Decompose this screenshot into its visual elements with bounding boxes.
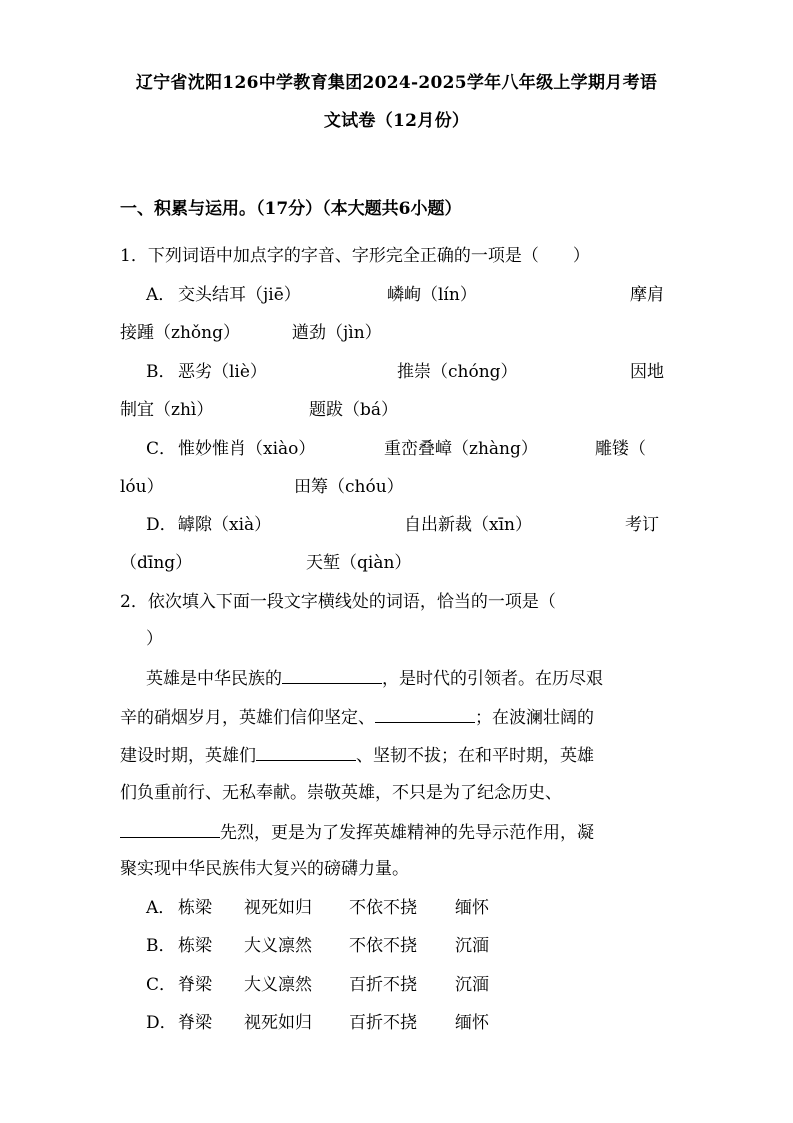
q1-option-a-word-2: 嶙峋（lín）	[387, 285, 477, 305]
passage-text: ；在波澜壮阔的	[475, 708, 594, 728]
q1-option-d-word-3b: （dīng）	[120, 553, 193, 573]
q1-option-d-word-2: 自出新裁（xīn）	[404, 515, 532, 535]
q1-option-b-word-3b: 制宜（zhì）	[120, 400, 214, 420]
q1-option-a-word-1: 交头结耳（jiē）	[178, 285, 301, 305]
passage-text: 、坚韧不拔；在和平时期，英雄	[356, 746, 594, 766]
q2-passage-line-1	[146, 667, 603, 689]
fill-blank-4	[120, 821, 220, 838]
q1-option-c-word-1: 惟妙惟肖（xiào）	[178, 439, 316, 459]
q2-passage-line-5	[120, 821, 594, 843]
exam-title-line-1: 辽宁省沈阳126中学教育集团2024-2025学年八年级上学期月考语	[135, 73, 658, 93]
q2-option-a-word-2: 视死如归	[244, 898, 312, 918]
fill-blank-3	[256, 744, 356, 761]
passage-text: 先烈，更是为了发挥英雄精神的先导示范作用，凝	[220, 823, 594, 843]
passage-text: 建设时期，英雄们	[120, 746, 256, 766]
q2-option-b-word-4: 沉湎	[455, 936, 489, 956]
q2-option-a-word-1: 栋梁	[178, 898, 212, 918]
q2-stem: 2．依次填入下面一段文字横线处的词语，恰当的一项是（	[120, 592, 556, 612]
q2-passage-line-3	[120, 744, 594, 766]
q1-option-d-label: D．	[146, 515, 177, 535]
q1-option-b-label: B．	[146, 362, 176, 382]
fill-blank-2	[375, 706, 475, 723]
passage-text: ，是时代的引领者。在历尽艰	[382, 669, 603, 689]
exam-title-line-2: 文试卷（12月份）	[323, 111, 470, 131]
q2-passage-line-4: 们负重前行、无私奉献。崇敬英雄，不只是为了纪念历史、	[120, 783, 562, 803]
q2-option-d-word-2: 视死如归	[244, 1013, 312, 1033]
q2-option-c-word-3: 百折不挠	[349, 975, 417, 995]
fill-blank-1	[282, 667, 382, 684]
q1-option-c-word-3b: lóu）	[120, 477, 164, 497]
q2-option-d-label: D．	[146, 1013, 177, 1033]
passage-text: 辛的硝烟岁月，英雄们信仰坚定、	[120, 708, 375, 728]
q2-option-b-label: B．	[146, 936, 176, 956]
q1-option-b-word-4: 题跋（bá）	[309, 400, 399, 420]
q1-option-a-label: A．	[146, 285, 176, 305]
q2-passage-line-2	[120, 706, 594, 728]
q1-option-d-word-4: 天堑（qiàn）	[306, 553, 412, 573]
q2-option-a-word-3: 不依不挠	[349, 898, 417, 918]
q2-option-d-word-4: 缅怀	[455, 1013, 489, 1033]
q1-option-b-word-2: 推崇（chóng）	[397, 362, 518, 382]
q2-option-d-word-3: 百折不挠	[349, 1013, 417, 1033]
q2-option-a-word-4: 缅怀	[455, 898, 489, 918]
q2-option-b-word-2: 大义凛然	[244, 936, 312, 956]
q2-option-b-word-1: 栋梁	[178, 936, 212, 956]
q1-option-b-word-3a: 因地	[630, 362, 664, 382]
q1-option-d-word-3a: 考订	[625, 515, 659, 535]
q1-option-c-word-4: 田筹（chóu）	[294, 477, 404, 497]
q2-option-b-word-3: 不依不挠	[349, 936, 417, 956]
q2-option-a-label: A．	[146, 898, 176, 918]
q2-passage-line-6: 聚实现中华民族伟大复兴的磅礴力量。	[120, 859, 409, 879]
q1-option-b-word-1: 恶劣（liè）	[178, 362, 267, 382]
q1-option-d-word-1: 罅隙（xià）	[178, 515, 272, 535]
passage-text: 英雄是中华民族的	[146, 669, 282, 689]
q2-stem-close: ）	[146, 629, 163, 649]
q2-option-c-word-4: 沉湎	[455, 975, 489, 995]
q1-option-a-word-3a: 摩肩	[630, 285, 664, 305]
q2-option-c-word-2: 大义凛然	[244, 975, 312, 995]
q2-option-c-label: C．	[146, 975, 177, 995]
q1-option-c-label: C．	[146, 439, 177, 459]
q1-stem: 1．下列词语中加点字的字音、字形完全正确的一项是（ ）	[120, 246, 590, 266]
q1-option-a-word-3b: 接踵（zhǒng）	[120, 323, 240, 343]
q1-option-c-word-2: 重峦叠嶂（zhàng）	[384, 439, 538, 459]
q1-option-a-word-4: 遒劲（jìn）	[292, 323, 382, 343]
q2-option-d-word-1: 脊梁	[178, 1013, 212, 1033]
q1-option-c-word-3a: 雕镂（	[595, 439, 646, 459]
q2-option-c-word-1: 脊梁	[178, 975, 212, 995]
section-heading: 一、积累与运用。（17分）（本大题共6小题）	[120, 199, 462, 219]
